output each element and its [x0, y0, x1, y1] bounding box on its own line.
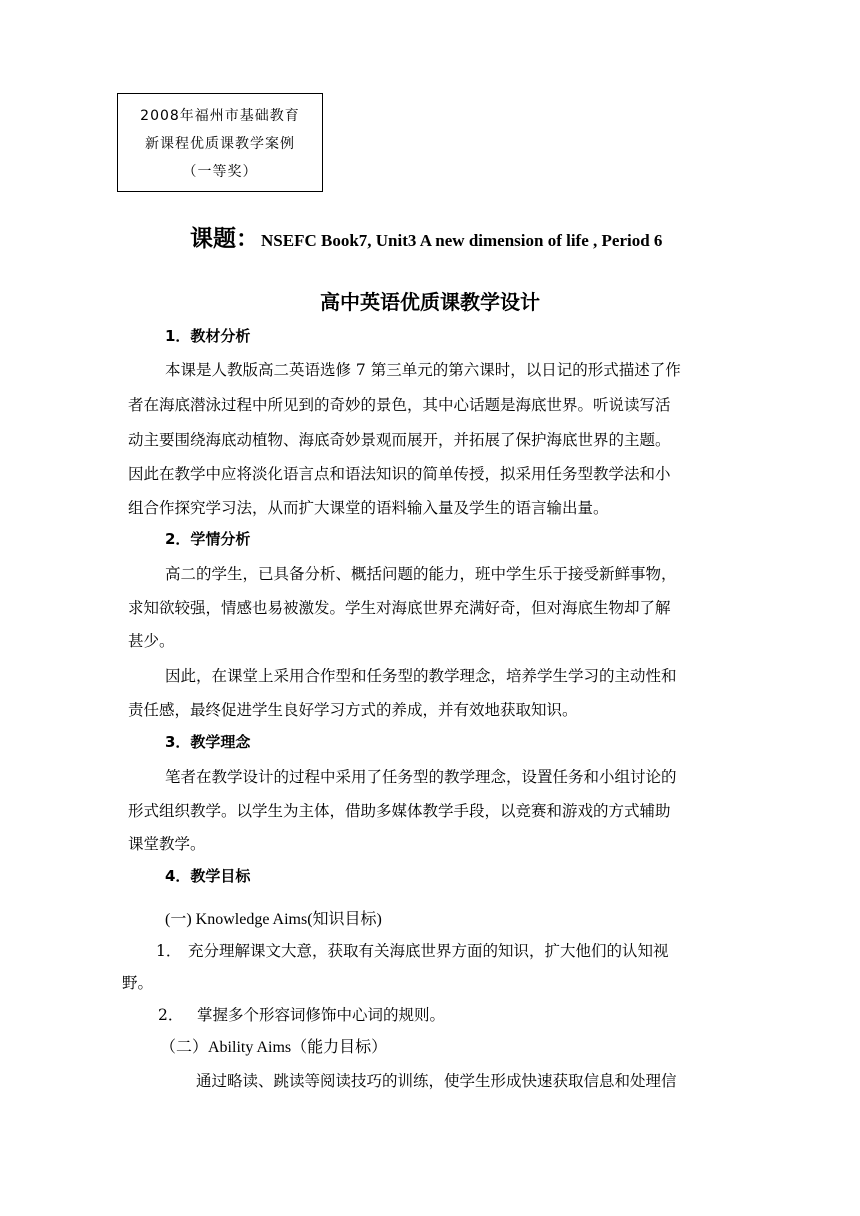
aim-item-1-text-cont: 野。 — [122, 974, 154, 992]
lesson-title — [190, 220, 662, 253]
ability-aims-line: 通过略读、跳读等阅读技巧的训练，使学生形成快速获取信息和处理信 — [196, 1072, 677, 1090]
section-2-line: 求知欲较强，情感也易被激发。学生对海底世界充满好奇，但对海底生物却了解 — [128, 599, 671, 617]
lesson-title-label: 课题： — [190, 226, 259, 252]
section-1-line: 动主要围绕海底动植物、海底奇妙景观而展开，并拓展了保护海底世界的主题。 — [128, 431, 671, 449]
section-2-line: 责任感，最终促进学生良好学习方式的养成，并有效地获取知识。 — [128, 701, 578, 719]
aim-item-2-text: 掌握多个形容词修饰中心词的规则。 — [197, 1006, 446, 1024]
section-2-line: 甚少。 — [128, 632, 175, 650]
section-2-line: 因此，在课堂上采用合作型和任务型的教学理念，培养学生学习的主动性和 — [165, 667, 677, 685]
page-heading: 高中英语优质课教学设计 — [320, 290, 540, 314]
section-2-heading: 2．学情分析 — [165, 530, 251, 548]
award-line-1: 2008年福州市基础教育 — [140, 108, 300, 124]
section-1-line: 者在海底潜泳过程中所见到的奇妙的景色，其中心话题是海底世界。听说读写活 — [128, 396, 671, 414]
section-1-line: 因此在教学中应将淡化语言点和语法知识的简单传授，拟采用任务型教学法和小 — [128, 465, 671, 483]
section-3-line: 形式组织教学。以学生为主体，借助多媒体教学手段，以竞赛和游戏的方式辅助 — [128, 802, 671, 820]
section-4-heading: 4．教学目标 — [165, 867, 251, 885]
award-line-3: （一等奖） — [182, 164, 258, 180]
section-2-line: 高二的学生，已具备分析、概括问题的能力，班中学生乐于接受新鲜事物， — [165, 565, 677, 583]
section-3-heading: 3．教学理念 — [165, 733, 251, 751]
section-3-line: 课堂教学。 — [128, 835, 206, 853]
knowledge-aims-heading: (一) Knowledge Aims(知识目标) — [165, 911, 382, 928]
aim-item-1-text: 充分理解课文大意，获取有关海底世界方面的知识，扩大他们的认知视 — [188, 942, 669, 960]
lesson-title-text: NSEFC Book7, Unit3 A new dimension of life , Period 6 — [261, 231, 663, 250]
section-1-line: 组合作探究学习法，从而扩大课堂的语料输入量及学生的语言输出量。 — [128, 499, 609, 517]
aim-item-1-number: 1． — [156, 942, 182, 960]
award-box — [117, 93, 323, 192]
section-1-line: 本课是人教版高二英语选修 7 第三单元的第六课时，以日记的形式描述了作 — [165, 361, 681, 379]
section-1-heading: 1．教材分析 — [165, 327, 251, 345]
award-line-2: 新课程优质课教学案例 — [145, 136, 295, 152]
aim-item-2-number: 2． — [158, 1006, 184, 1024]
ability-aims-heading: （二）Ability Aims（能力目标） — [160, 1039, 388, 1056]
section-3-line: 笔者在教学设计的过程中采用了任务型的教学理念，设置任务和小组讨论的 — [165, 768, 677, 786]
